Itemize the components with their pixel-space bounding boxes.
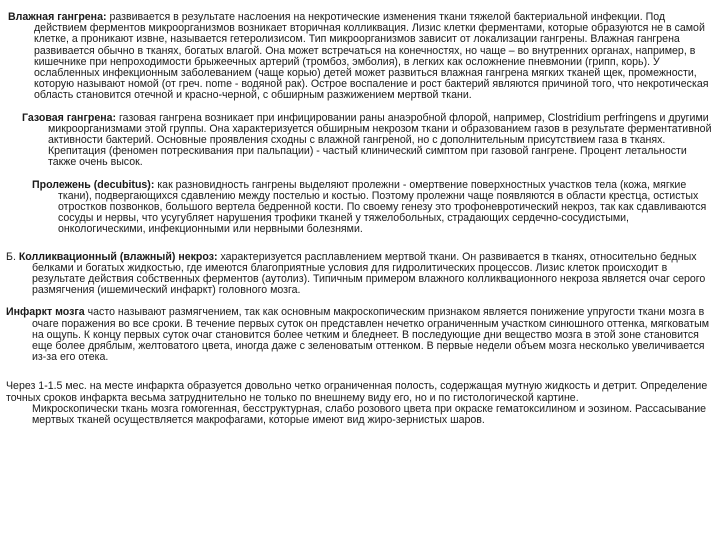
paragraph-wet-gangrene [8, 12, 720, 102]
paragraph-later-stage [6, 381, 720, 426]
text-later-stage-1: Через 1-1.5 мес. на месте инфаркта образуется довольно четко ограниченная полость, содержащая мутную жидкость и детрит. Определение точных сроков инфаркта весьма затруднительно не только по внешнему виду его, но и по гистологической картине. [6, 380, 708, 404]
term-colliquative: Колликвационный (влажный) некроз: [18, 250, 218, 263]
paragraph-colliquative-necrosis [6, 252, 720, 297]
term-bedsore: Пролежень (decubitus): [32, 178, 155, 191]
text-brain-infarct: часто называют размягчением, так как основным макроскопическим признаком является понижение упругости ткани мозга в очаге поражения во все сроки. В течение первых суток он представлен нечетко ограниченным участком синюшного оттенка, мягковатым на ощупь. К концу первых суток очаг становится более четким и бледнеет. В последующие дни вещество мозга в этой зоне становится еще более дряблым, желтоватого цвета, иногда даже с зеленоватым оттенком. В первые недели объем мозга несколько увеличивается из-за его отека. [32, 306, 709, 364]
text-gas-gangrene: газовая гангрена возникает при инфицировании раны анаэробной флорой, например, Clostridium perfringens и другими микроорганизмами этой группы. Она характеризуется обширным некрозом ткани и образованием газов в результате ферментативной активности бактерий. Основные проявления сходны с влажной гангреной, но с дополнительным присутствием газа в тканях. Крепитация (феномен потрескивания при пальпации) - частый клинический симптом при газовой гангрене. Процент летальности также очень высок. [48, 111, 712, 169]
term-wet-gangrene: Влажная гангрена: [8, 11, 107, 23]
text-wet-gangrene: развивается в результате наслоения на некротические изменения ткани тяжелой бактериальной инфекции. Под действием ферментов микроорганизмов возникает вторичная колликвация. Лизис клетки ферментами, которые образуются не в самой клетке, а проникают извне, называется гетеролизисом. Тип микроорганизмов зависит от локализации гангрены. Влажная гангрена развивается обычно в тканях, богатых влагой. Она может встречаться на конечностях, но чаще – во внутренних органах, например, в кишечнике при непроходимости брыжеечных артерий (тромбоз, эмболия), в легких как осложнение пневмонии (грипп, корь). У ослабленных инфекционным заболеванием (чаще корью) детей может развиться влажная гангрена мягких тканей щек, промежности, которую называют номой (от греч. nome - водяной рак). Острое воспаление и рост бактерий являются причиной того, что некротическая область становится отечной и красно-черной, с обширным разжижением мертвой ткани. [34, 11, 709, 102]
term-brain-infarct: Инфаркт мозга [6, 306, 85, 319]
paragraph-brain-infarct [6, 307, 720, 363]
text-colliquative: характеризуется расплавлением мертвой ткани. Он развивается в тканях, относительно бедных белками и богатых жидкостью, где имеются благоприятные условия для гидролитических процессов. Лизис клеток происходит в результате действия собственных ферментов (аутолиз). Типичным примером влажного колликвационного некроза является очаг серого размягчения (ишемический инфаркт) головного мозга. [32, 250, 706, 297]
text-bedsore: как разновидность гангрены выделяют пролежни - омертвение поверхностных участков тела (кожа, мягкие ткани), подвергающихся сдавлению между постелью и костью. Поэтому пролежни чаще появляются в области крестца, остистых отростков позвонков, большого вертела бедренной кости. По своему генезу это трофоневротический некроз, так как сдавливаются сосуды и нервы, что усугубляет нарушения трофики тканей у тяжелобольных, страдающих сердечно-сосудистыми, онкологическими, инфекционными или нервными болезнями. [58, 178, 707, 236]
paragraph-bedsore [32, 180, 720, 236]
paragraph-gas-gangrene [22, 113, 720, 169]
prefix-colliquative: Б. [6, 250, 19, 263]
text-later-stage-2: Микроскопически ткань мозга гомогенная, бесструктурная, слабо розового цвета при окраске гематоксилином и эозином. Рассасывание мертвых тканей осуществляется макрофагами, которые имеют вид жиро-зернистых шаров. [32, 402, 707, 427]
term-gas-gangrene: Газовая гангрена: [22, 111, 117, 124]
